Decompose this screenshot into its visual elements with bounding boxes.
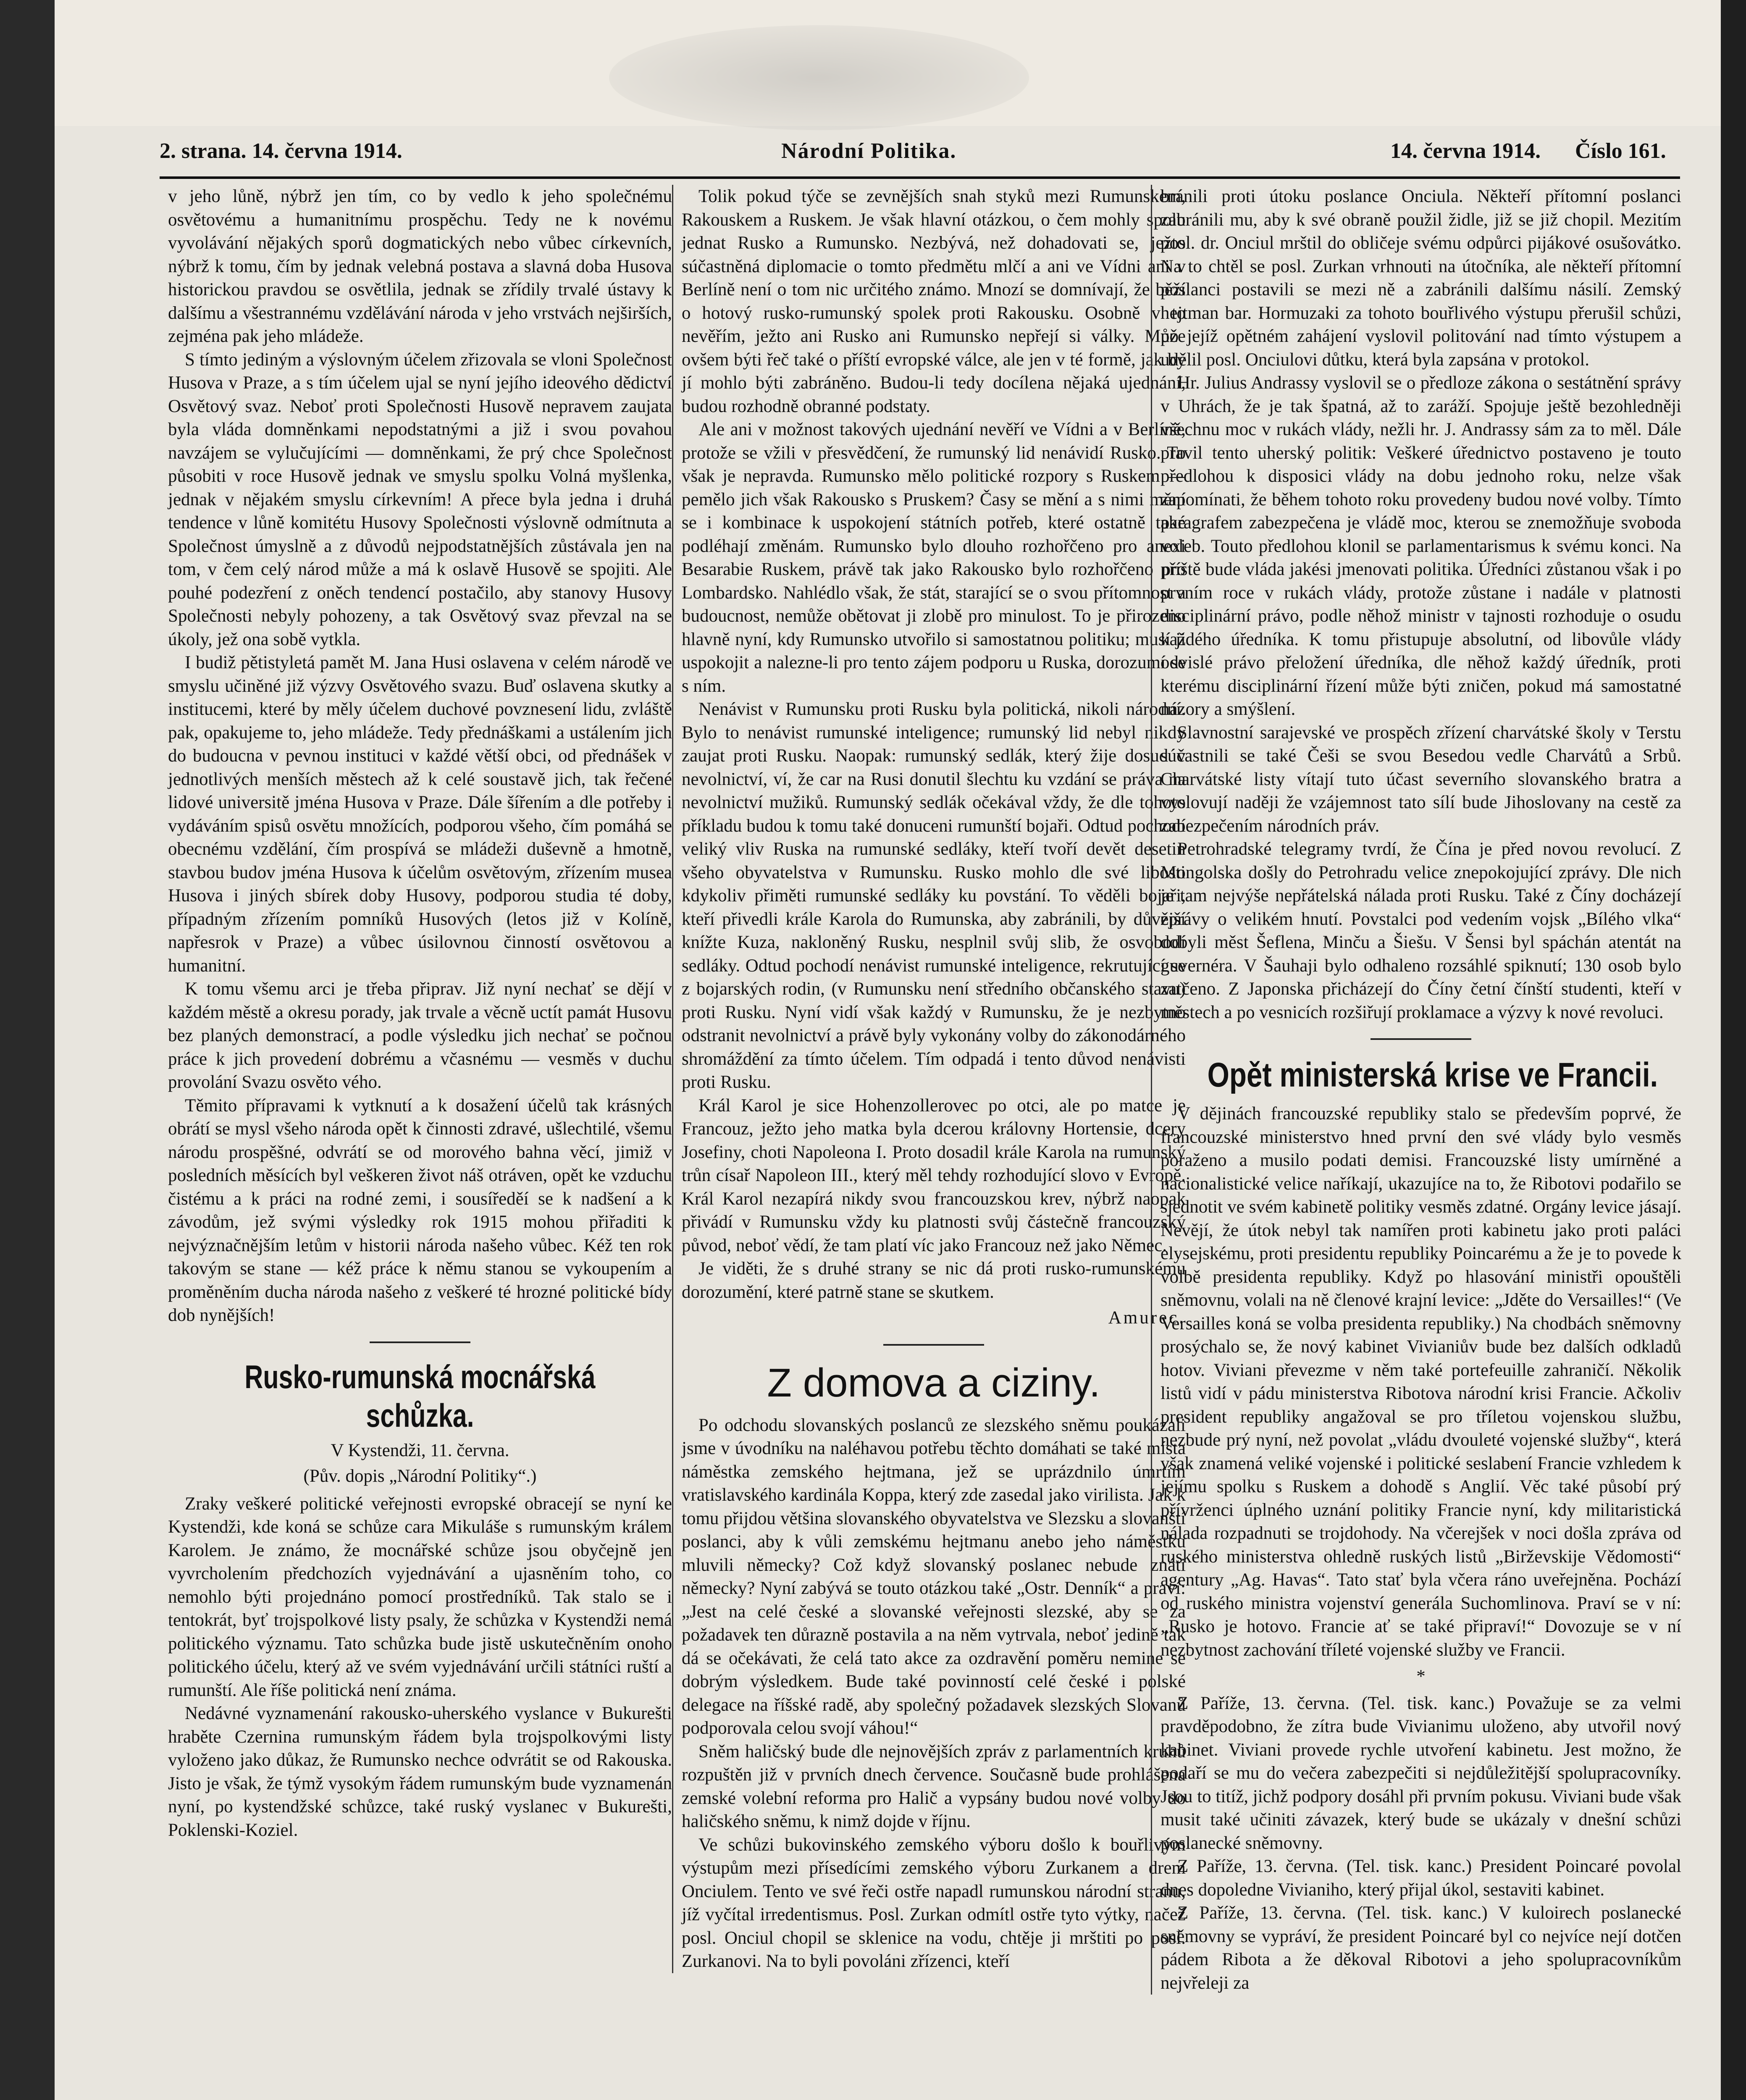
news-item-4: Hr. Julius Andrassy vyslovil se o předloze zákona o sestátnění správy v Uhrách, že je tak špatná, až to zaráží. Spojuje ještě bezohledněji všechnu moc v rukách vlády, nežli hr. J. Andrassy sám za to měl. Dále pravil tento uherský politik: Veškeré úřednictvo postaveno je touto předlohou k disposici vlády na dobu jednoho roku, nelze však zapomínati, že během tohoto roku provedeny budou nové volby. Tímto paragrafem zabezpečena je vládě moc, kterou se znemožňuje svoboda voleb. Touto předlohou klonil se parlamentarismus k svému konci. Na příště bude vláda jakési jmenovati politika. Úředníci zůstanou však i po prvním roce v rukách vlády, protože zůstane i nadále v platnosti disciplinární právo, podle něhož ministr v tajnosti rozhoduje o osudu každého úředníka. K tomu přistupuje absolutní, od libovůle vlády odvislé právo přeložení úředníka, dle něhož každý úředník, proti kterému disciplinární řízení může býti zničen, pokud má samostatné názory a smýšlení. — [1160, 373, 1681, 719]
article-signature: Amurec. — [1108, 1308, 1186, 1328]
news-item-3: Ve schůzi bukovinského zemského výboru došlo k bouřlivým výstupům mezi přísedícími zemského výboru Zurkanem a drem Onciulem. Tento ve své řeči ostře napadl rumunskou národní stranu, jíž vyčítal irredentismus. Posl. Zurkan odmítl ostře tyto výtky, načež posl. Onciul chopil se sklenice na vodu, chtěje ji mrštiti po posl. Zurkanovi. Na to byli povoláni zřízenci, kteří — [682, 1835, 1186, 1971]
article-schuzka-p7: Je viděti, že s druhé strany se nic dá proti rusko-rumunskému dorozumění, které patrně stane se skutkem. — [682, 1259, 1186, 1302]
section-divider — [370, 1341, 470, 1343]
article-krise-p2: Z Paříže, 13. června. (Tel. tisk. kanc.) Považuje se za velmi pravděpodobno, že zítra bude Vivianimu uloženo, aby utvořil nový kabinet. Viviani provede rychle utvoření kabinetu. Jest možno, že podaří se mu do večera zabezpečiti si nejdůležitější spolupracovníky. Jsou to titíž, jichž podpory dosáhl při prvním pokusu. Viviani bude však musit také učiniti závazek, který bude se ukázaly v dnešní schůzi poslanecké sněmovny. — [1160, 1693, 1681, 1853]
bleed-through-stain — [609, 25, 1029, 130]
column-2 — [672, 185, 1186, 1973]
scan-right-edge — [1721, 0, 1746, 2100]
article-krise-p4: Z Paříže, 13. června. (Tel. tisk. kanc.) V kuloirech poslanecké sněmovny se vypráví, že president Poincaré byl co nejvíce nejí dotčen pádem Ribota a že děkoval Ribotovi a jeho spolupracovníkům nejvřeleji za — [1160, 1903, 1681, 1993]
article-dateline: V Kystendži, 11. června. — [331, 1440, 509, 1460]
article-heading-ministerska-krise: Opět ministerská krise ve Francii. — [1207, 1056, 1658, 1094]
header-issue-number: Číslo 161. — [1575, 139, 1666, 163]
article-schuzka-p6: Král Karol je sice Hohenzollerovec po otci, ale po matce je Francouz, ježto jeho matka byla dcerou královny Hortensie, dcery Josefiny, choti Napoleona I. Proto dosadil krále Karola na rumunský trůn císař Napoleon III., který měl tehdy rozhodující slovo v Evropě. Král Karol nezapírá nikdy svou francouzskou krev, nýbrž naopak přivádí v Rumunsku vždy ku platnosti svůj částečně francouzský původ, neboť vědí, že tam platí víc jako Francouz než jako Němec. — [682, 1095, 1186, 1255]
header-date: 14. června 1914. — [1390, 139, 1541, 163]
news-item-1: Po odchodu slovanských poslanců ze slezského sněmu poukázali jsme v úvodníku na naléhavou potřebu těchto domáhati se také místa náměstka zemského hejtmana, jež se uprázdnilo úmrtím vratislavského kardinála Koppa, který zde zasedal jako virilista. Jak k tomu přijdou většina slovanského obyvatelstva ve Slezsku a slovanští poslanci, aby k vůli zemskému hejtmanu anebo jeho náměstku mluvili německy? Což když slovanský poslanec nebude znáti německy? Nyní zabývá se touto otázkou také „Ostr. Denník“ a praví: „Jest na celé české a slovanské veřejnosti slezské, aby se za požadavek ten důrazně postavila a na něm vytrvala, neboť jedině tak dá se očekávati, že celá tato akce za ozdravění poměru nemine se dobrým výsledkem. Bude také povinností celé české i polské delegace na říšské radě, aby společný požadavek slezských Slovanů podporovala celou svojí váhou!“ — [682, 1415, 1186, 1738]
article-krise-p3: Z Paříže, 13. června. (Tel. tisk. kanc.) President Poincaré povolal dnes dopoledne Vivianiho, který přijal úkol, sestaviti kabinet. — [1160, 1856, 1681, 1900]
article-schuzka-p4: Ale ani v možnost takových ujednání nevěří ve Vídni a v Berlíně, protože se vžili v přesvědčení, že rumunský lid nenávidí Rusko. To však je nepravda. Rumunsko mělo politické rozpory s Ruskem — pemělo jich však Rakousko s Pruskem? Časy se mění a s nimi mění se i kombinace k uspokojení státních potřeb, které ostatně také podléhají změnám. Rumunsko bylo dlouho rozhořčeno pro anexi Besarabie Ruskem, právě tak jako Rakousko bylo rozhořčeno pro Lombardsko. Nahlédlo však, že stát, starající se o svou přítomnost a budoucnost, nemůže obětovat ji zlobě pro minulost. To je přirozeno hlavně nyní, kdy Rumunsko utvořilo si samostatnou politiku; musí ji uspokojit a nalezne-li pro tento zájem podporu u Ruska, dorozumí se s ním. — [682, 420, 1186, 696]
news-item-2: Sněm haličský bude dle nejnovějších zpráv z parlamentních kruhů rozpuštěn již v prvních dnech července. Současně bude prohlášena zemské volební reforma pro Halič a vypsány budou nové volby do haličského sněmu, k nimž dojde v říjnu. — [682, 1741, 1186, 1831]
news-item-6: Petrohradské telegramy tvrdí, že Čína je před novou revolucí. Z Mongolska došly do Petrohradu velice znepokojující zprávy. Dle nich je tam nejvýše nepřátelská nálada proti Rusku. Také z Číny docházejí zprávy o velikém hnutí. Povstalci pod vedením vojsk „Bílého vlka“ dobyli měst Šeflena, Minču a Šiešu. V Šensi byl spáchán atentát na guvernéra. V Šauhaji bylo odhaleno rozsáhlé spiknutí; 130 osob bylo zatčeno. Z Japonska přicházejí do Číny četní čínští studenti, kteří v městech a po vesnicích rozšiřují proklamace a výzvy k nové revoluci. — [1160, 839, 1681, 1022]
article-heading-rusko-rumunska — [223, 1357, 617, 1435]
scan-left-edge — [0, 0, 55, 2100]
article-schuzka-p1: Zraky veškeré politické veřejnosti evropské obracejí se nyní ke Kystendži, kde koná se schůze cara Mikuláše s rumunským králem Karolem. Je známo, že mocnářské schůze jsou obyčejně jen vyvrcholením předchozích vyjednávání a ujasněním toho, co nemohlo býti projednáno pomocí prostředníků. Tak stalo se i tentokrát, byť trojspolkové listy psaly, že schůzka v Kystendži nemá politického významu. Tato schůzka bude jistě uskutečněním onoho politického účelu, který až ve svém vyjednávání určili státníci ruští a rumunští. Ale říše politická není známa. — [168, 1494, 672, 1700]
column-3 — [1151, 185, 1681, 1995]
header-masthead: Národní Politika. — [781, 139, 957, 163]
article-hus-p1: v jeho lůně, nýbrž jen tím, co by vedlo k jeho společnému osvětovému a humanitnímu prospěchu. Tedy ne k novému vyvolávání nějakých sporů dogmatických nebo vůbec církevních, nýbrž k tomu, čím by jednak velebná postava a slavná doba Husova historickou pravdou se osvětlila, jednak se zřídily trvalé ústavy k dalšímu a všestrannému vzdělávání národa v jeho vrstvách nejširších, zejména pak jeho mládeže. — [168, 186, 672, 346]
article-source: (Pův. dopis „Národní Politiky“.) — [303, 1466, 537, 1486]
article-schuzka-p2: Nedávné vyznamenání rakousko-uherského vyslance v Bukurešti hraběte Czernina rumunským řádem byla trojspolkovými listy vyloženo jako důkaz, že Rumunsko nechce odvrátit se od Rakouska. Jisto je však, že týmž vysokým řádem rumunským bude vyznamenán nyní, po kystendžské schůzce, také ruský vyslanec v Bukurešti, Poklenski-Koziel. — [168, 1704, 672, 1840]
column-1 — [168, 185, 672, 1842]
header-page-date: 2. strana. 14. června 1914. — [160, 139, 402, 163]
section-divider — [1371, 1038, 1471, 1040]
heading-line-1: Rusko-rumunská mocnářská — [244, 1358, 596, 1395]
article-krise-p1: V dějinách francouzské republiky stalo se především poprvé, že francouzské ministerstvo hned první den své vlády bylo vesměs poraženo a musilo podati demisi. Francouzské listy umírněné a nacionalistické velice naříkají, ukazujíce na to, že Ribotovi podařilo se sjednotit ve svém kabinetě politiky vesměs zdatné. Orgány levice jásají. Nevějí, že útok nebyl tak namířen proti kabinetu jako proti paláci elysejskému, proti presidentu republiky Poincarému a že je to povede k volbě presidenta republiky. Když po hlasování ministři opouštěli sněmovnu, volali na ně členové krajní levice: „Jděte do Versailles!“ (Ve Versailles koná se volba presidenta republiky.) Na chodbách sněmovny prosýchalo se, že nový kabinet Vivianiův bude bez dalších odkladů hotov. Viviani převezme v něm také portefeuille zahraničí. Několik listů vidí v pádu ministerstva Ribotova národní krisi Francie. Ačkoliv president republiky angažoval se pro tříletou vojenskou službu, nezbude prý nyní, než povolat „vládu dvouleté vojenské služby“, která však znamená veliké vojenské i politické seslabení Francie vzhledem k jejímu spolku s Ruskem a dohodě s Anglií. Věc také působí prý přívrženci úplného uznání politiky Francie nyní, kdy militaristická nálada rozpadnuti se trojdohody. Na včerejšek v noci došla zpráva od ruského ministerstva ohledně ruských listů „Birževskije Vědomosti“ agentury „Ag. Havas“. Tato stať byla včera ráno uveřejněna. Pochází od ruského ministra vojenství generála Suchomlinova. Praví se v ní: „Rusko je hotovo. Francie ať se také připraví!“ Dovozuje se v ní nezbytnost zachování tříleté vojenské služby ve Francii. — [1160, 1104, 1681, 1660]
news-item-5: Slavnostní sarajevské ve prospěch zřízení charvátské školy v Terstu súčastnili se také Češi se svou Besedou vedle Charvátů a Srbů. Charvátské listy vítají tuto účast severního slovanského bratra a vyslovují naději že vzájemnost tato sílí bude Jihoslovany na cestě za zabezpečením národních práv. — [1160, 722, 1681, 836]
article-hus-p3: I budiž pětistyletá pamět M. Jana Husi oslavena v celém národě ve smyslu učiněné již výzvy Osvětového svazu. Buď oslavena skutky a institucemi, které by měly účelem duchové povznesení lidu, zvláště pak, opakujeme to, jeho mládeže. Tedy přednáškami a ustálením jich do budoucna v pevnou instituci v každé větší obci, od přednášek v jednotlivých menších městech až k celé soustavě jich, tak řečené lidové universitě jména Husova v Praze. Dále šířením a dle potřeby i vydáváním spisů osvětu množících, podporou všeho, čím pomáhá se obecnému vzdělání, čím prospívá se mládeži duševně a hmotně, stavbou budov jména Husova k účelům osvětovým, zřízením musea Husova i jiných sbírek doby Husovy, podporou studia té doby, případným zřízením pomníků Husových (letos již v Kolíně, napřesrok v Praze) a vůbec úsilovnou činností osvětovou a humanitní. — [168, 653, 672, 976]
article-schuzka-p3: Tolik pokud týče se zevnějších snah styků mezi Rumunskem, Rakouskem a Ruskem. Je však hlavní otázkou, o čem mohly spolu jednat Rusko a Rumunsko. Nezbývá, než dohadovati se, ježto súčastněná diplomacie o tomto předmětu mlčí a ani ve Vídni ani v Berlíně není o tom nic určitého známo. Mnozí se domnívají, že běží o hotový rusko-rumunský spolek proti Rakousku. Osobně v to nevěřím, ježto ani Rusko ani Rumunsko nepřejí si války. Může ovšem býti řeč také o příští evropské válce, ale jen v té formě, jak by jí mohlo býti zabráněno. Budou-li tedy docílena nějaká ujednání, budou rozhodně obranné podstaty. — [682, 186, 1186, 416]
article-hus-p2: S tímto jediným a výslovným účelem zřizovala se vloni Společnost Husova v Praze, a s tím účelem ujal se nyní jejího ideového dědictví Osvětový svaz. Neboť proti Společnosti Husově nepravem zaujata byla vláda domněnkami nepodstatnými a již i svou povahou navzájem se vylučujícími — domněnkami, že prý chce Společnost působiti v roce Husově jednak ve smyslu spolku Volná myšlenka, jednak v nějakém smyslu církevním! A přece byla jedna i druhá tendence v lůně komitétu Husovy Společnosti výslovně odmítnuta a Společnost úmyslně a z důvodů nejpodstatnějších zůstávala jen na tom, v čem celý národ může a má k oslavě Husově se spojiti. Ale pouhé podezření z oněch tendencí postačilo, aby stanovy Husovy Společnosti nebyly pohozeny, a tak Osvětový svaz převzal na se úkoly, jež ona sobě vytkla. — [168, 349, 672, 649]
article-hus-p4: K tomu všemu arci je třeba připrav. Již nyní nechať se dějí v každém městě a okresu porady, jak trvale a věcně uctít památ Husovu bez planých demonstrací, a podle výsledku jich nechať se počnou práce k jich provedení dobrému a včasnému — vesměs v duchu provolání Svazu osvěto vého. — [168, 979, 672, 1092]
header-rule — [160, 176, 1680, 179]
section-heading-z-domova: Z domova a ciziny. — [767, 1360, 1100, 1405]
news-item-3-cont: bránili proti útoku poslance Onciula. Někteří přítomní poslanci zabránili mu, aby k své obraně použil židle, již se již chopil. Mezitím posl. dr. Onciul mrštil do obličeje svému odpůrci pijákové osušovátko. Na to chtěl se posl. Zurkan vrhnouti na útočníka, ale někteří přítomní poslanci postavili se mezi ně a zabránili dalšímu násilí. Zemský hejtman bar. Hormuzaki za tohoto bouřlivého výstupu přerušil schůzi, po jejíž opětném zahájení vyslovil politování nad tímto výstupem a udělil posl. Onciulovi důtku, která byla zapsána v protokol. — [1160, 186, 1681, 370]
article-hus-p5: Těmito přípravami k vytknutí a k dosažení účelů tak krásných obrátí se mysl všeho národa opět k činnosti zdravé, ušlechtilé, všemu národu prospěšné, odvrátí se od morového bahna věcí, jimiž v posledních měsících byl veškeren život náš otráven, opět ke vzduchu čistému a k práci na rodné zemi, i sousíředěí se k nadšení a k závodům, jež svými výsledky rok 1915 mohou přiřaditi k nejvýznačnějším letům v historii národa našeho vůbec. Kéž ten rok takovým se stane — kéž práce k němu stanou se vykoupením a proměněním ducha národa našeho z veškeré té hrozné politické bídy dob nynějších! — [168, 1095, 672, 1325]
heading-line-2: schůzka. — [366, 1396, 474, 1434]
running-header — [160, 139, 1672, 172]
asterisk-divider: * — [1416, 1667, 1426, 1686]
section-divider — [883, 1344, 984, 1346]
article-schuzka-p5: Nenávist v Rumunsku proti Rusku byla politická, nikoli národní. Bylo to nenávist rumunské inteligence; rumunský lid nebyl nikdy zaujat proti Rusku. Naopak: rumunský sedlák, který žije dosud v nevolnictví, ví, že car na Rusi donutil šlechtu ku vzdání se práva na nevolnictví mužiků. Rumunský sedlák očekával vždy, že dle tohoto příkladu budou k tomu také donuceni rumunští bojaři. Odtud pochodí veliký vliv Ruska na rumunské sedláky, kteří tvoří devět desetin všeho obyvatelstva v Rumunsku. Rusko mohlo dle své libosti kdykoliv přiměti rumunské sedláky ku povstání. To věděli bojaři, kteří přivedli krále Karola do Rumunska, aby zabránili, by důvější knížte Kuza, nakloněný Rusku, nesplnil svůj slib, že osvobodí sedláky. Odtud pochodí nenávist rumunské inteligence, rekrutující se z bojarských rodin, (v Rumunsku není středního občanského stavu) proti Rusku. Nyní vidí však každý v Rumunsku, že je nezbytno odstranit nevolnictví a právě byly vykonány volby do zákonodárného shromáždění za tímto účelem. Tím odpadá i tento důvod nenávisti proti Rusku. — [682, 699, 1186, 1092]
